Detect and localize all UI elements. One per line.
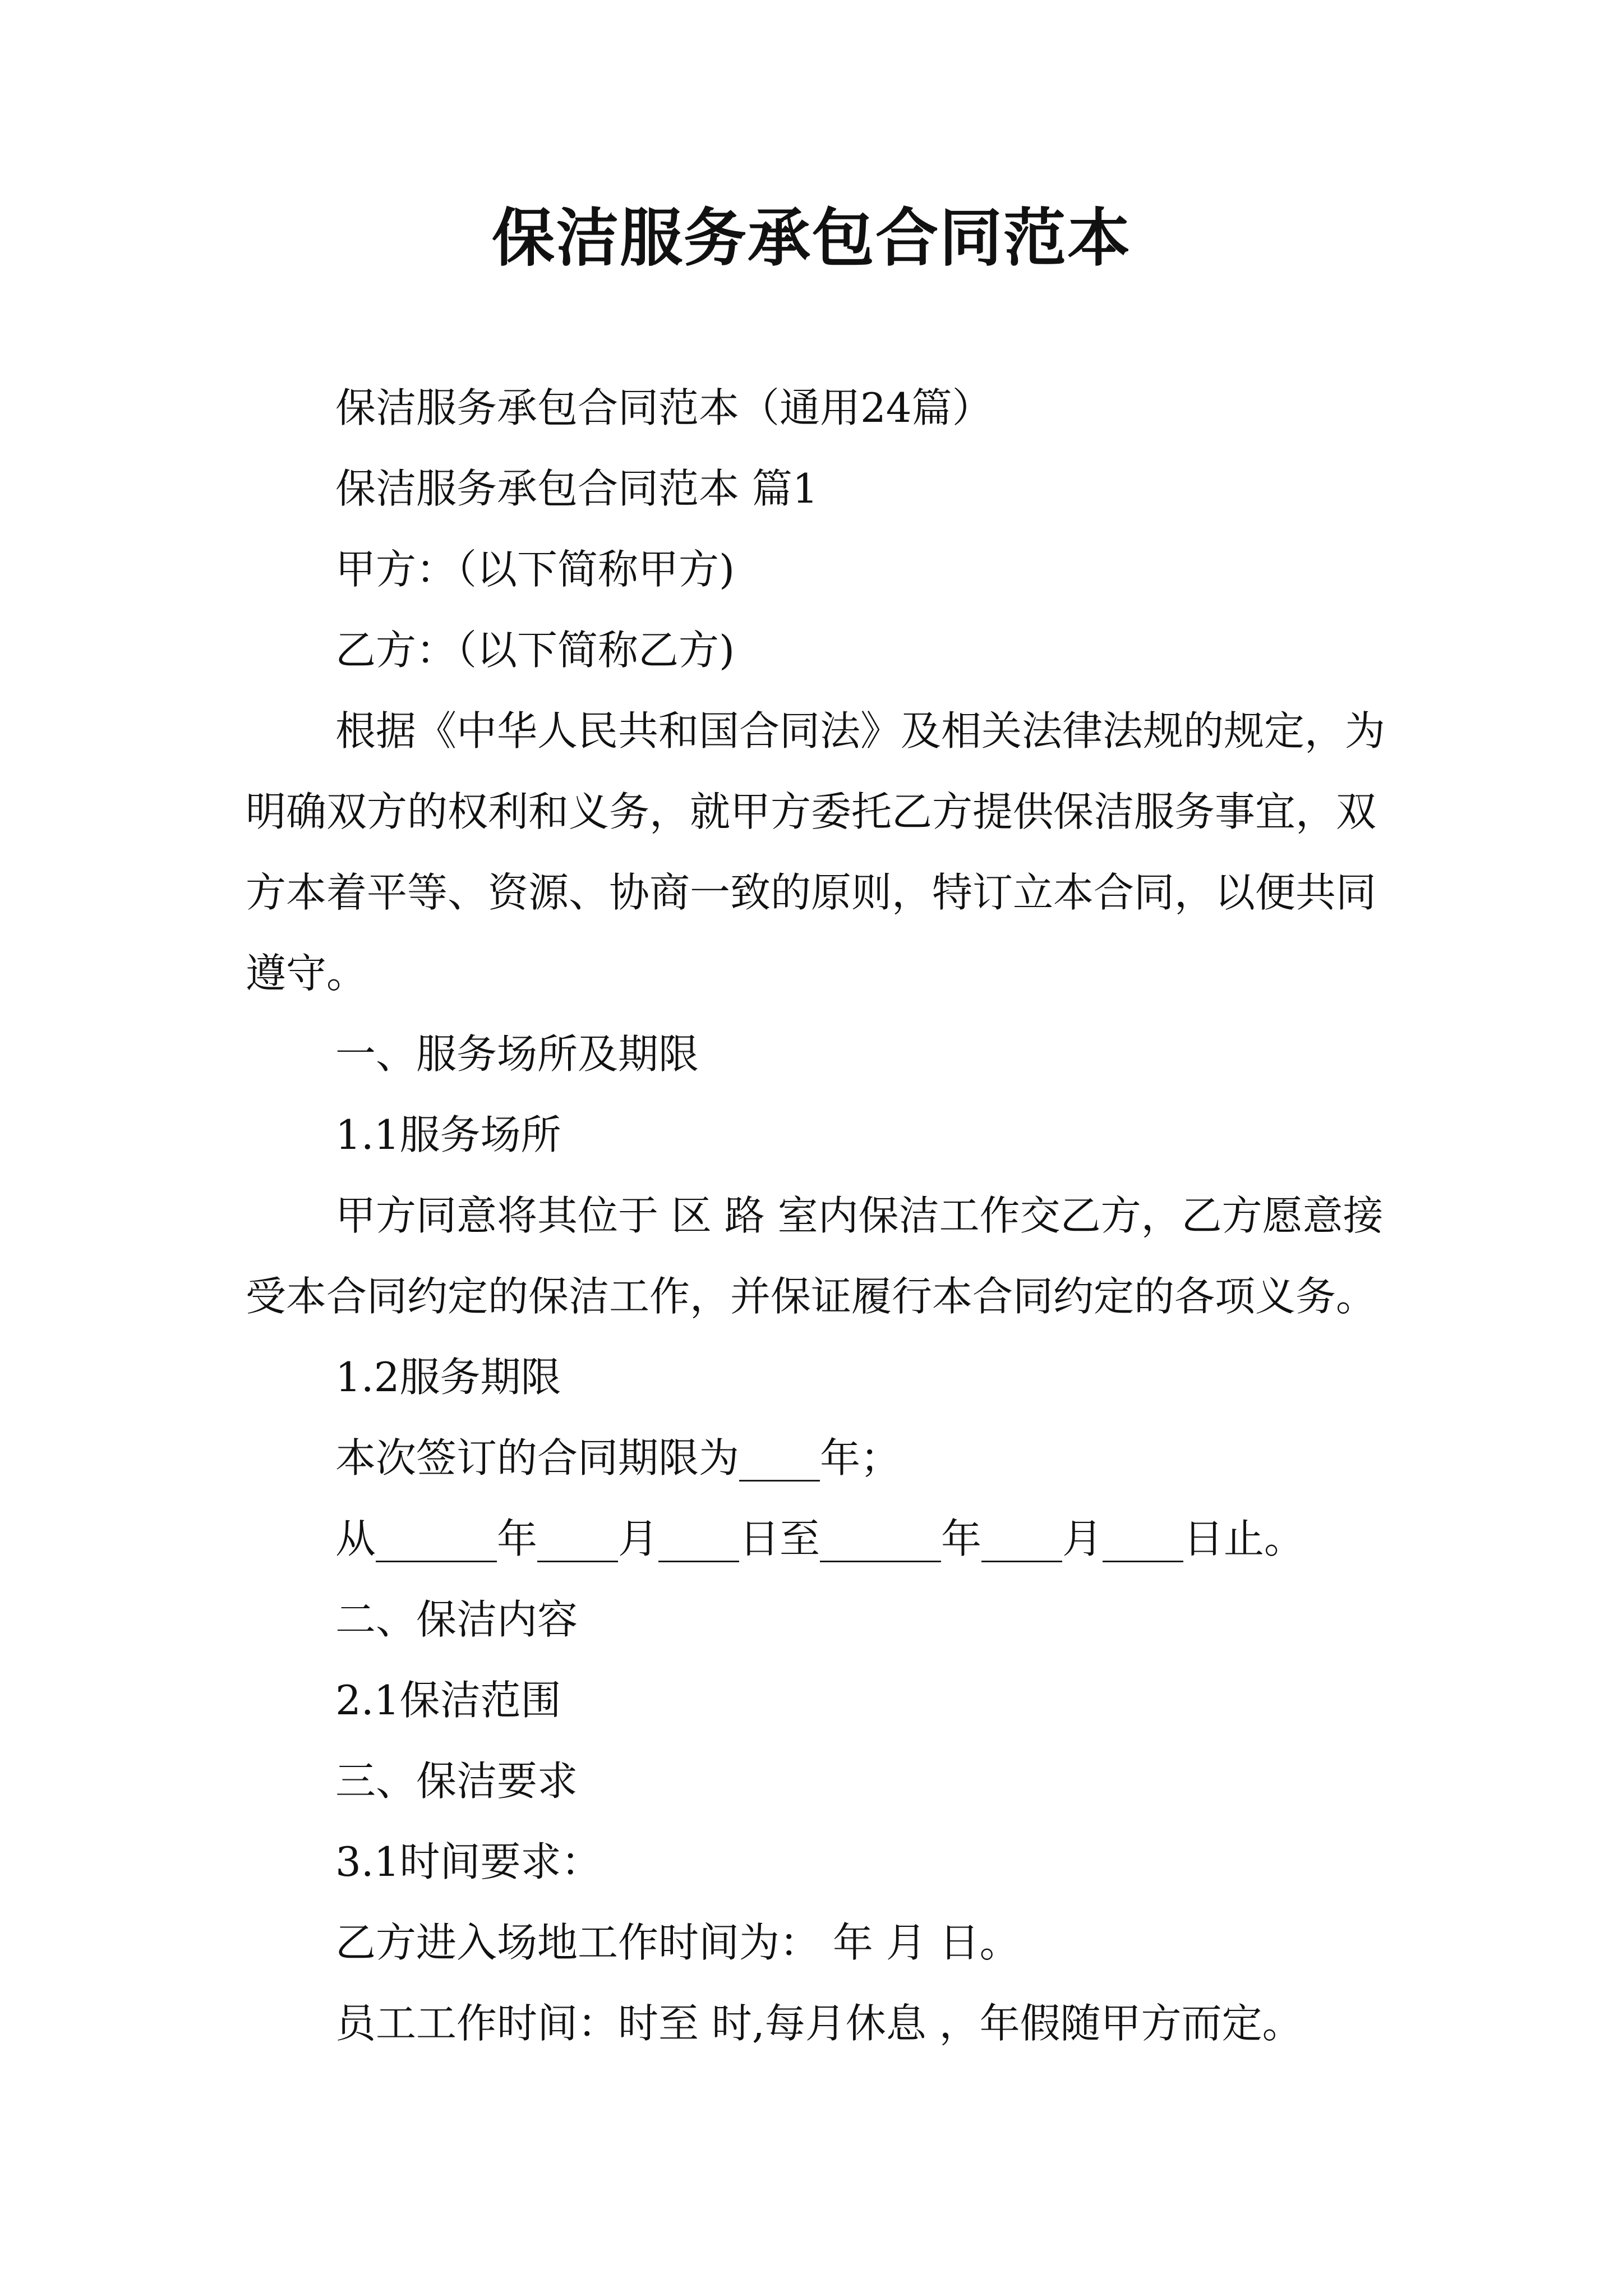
clause-heading: 3.1时间要求： xyxy=(335,1838,602,1885)
party-a-line: 甲方：（以下简称甲方) xyxy=(335,546,735,593)
subtitle-line: 保洁服务承包合同范本（通用24篇） xyxy=(335,384,993,431)
section-heading: 保洁服务承包合同范本 篇1 xyxy=(335,465,818,512)
section-heading: 二、保洁内容 xyxy=(335,1596,578,1643)
clause-heading: 1.2服务期限 xyxy=(335,1354,561,1401)
document-body xyxy=(246,367,1412,2064)
section-heading: 一、服务场所及期限 xyxy=(335,1030,699,1078)
party-b-line: 乙方：（以下简称乙方) xyxy=(335,627,735,674)
preamble-paragraph: 根据《中华人民共和国合同法》及相关法律法规的规定，为明确双方的权利和义务，就甲方委托乙方提供保洁服务事宜，双方本着平等、资源、协商一致的原则，特订立本合同，以便共同遵守。 xyxy=(246,707,1386,997)
clause-paragraph: 甲方同意将其位于 区 路 室内保洁工作交乙方，乙方愿意接受本合同约定的保洁工作，并保证履行本合同约定的各项义务。 xyxy=(246,1192,1384,1320)
start-date-line: 乙方进入场地工作时间为： 年 月 日。 xyxy=(335,1919,1020,1966)
clause-heading: 1.1服务场所 xyxy=(335,1111,561,1158)
clause-heading: 2.1保洁范围 xyxy=(335,1677,561,1724)
document-title: 保洁服务承包合同范本 xyxy=(492,201,1131,275)
term-line: 本次签订的合同期限为____年； xyxy=(335,1434,901,1481)
work-hours-line: 员工工作时间：时至 时,每月休息 ，年假随甲方而定。 xyxy=(335,2000,1303,2047)
section-heading: 三、保洁要求 xyxy=(335,1757,578,1805)
date-range-line: 从______年____月____日至______年____月____日止。 xyxy=(335,1515,1305,1562)
